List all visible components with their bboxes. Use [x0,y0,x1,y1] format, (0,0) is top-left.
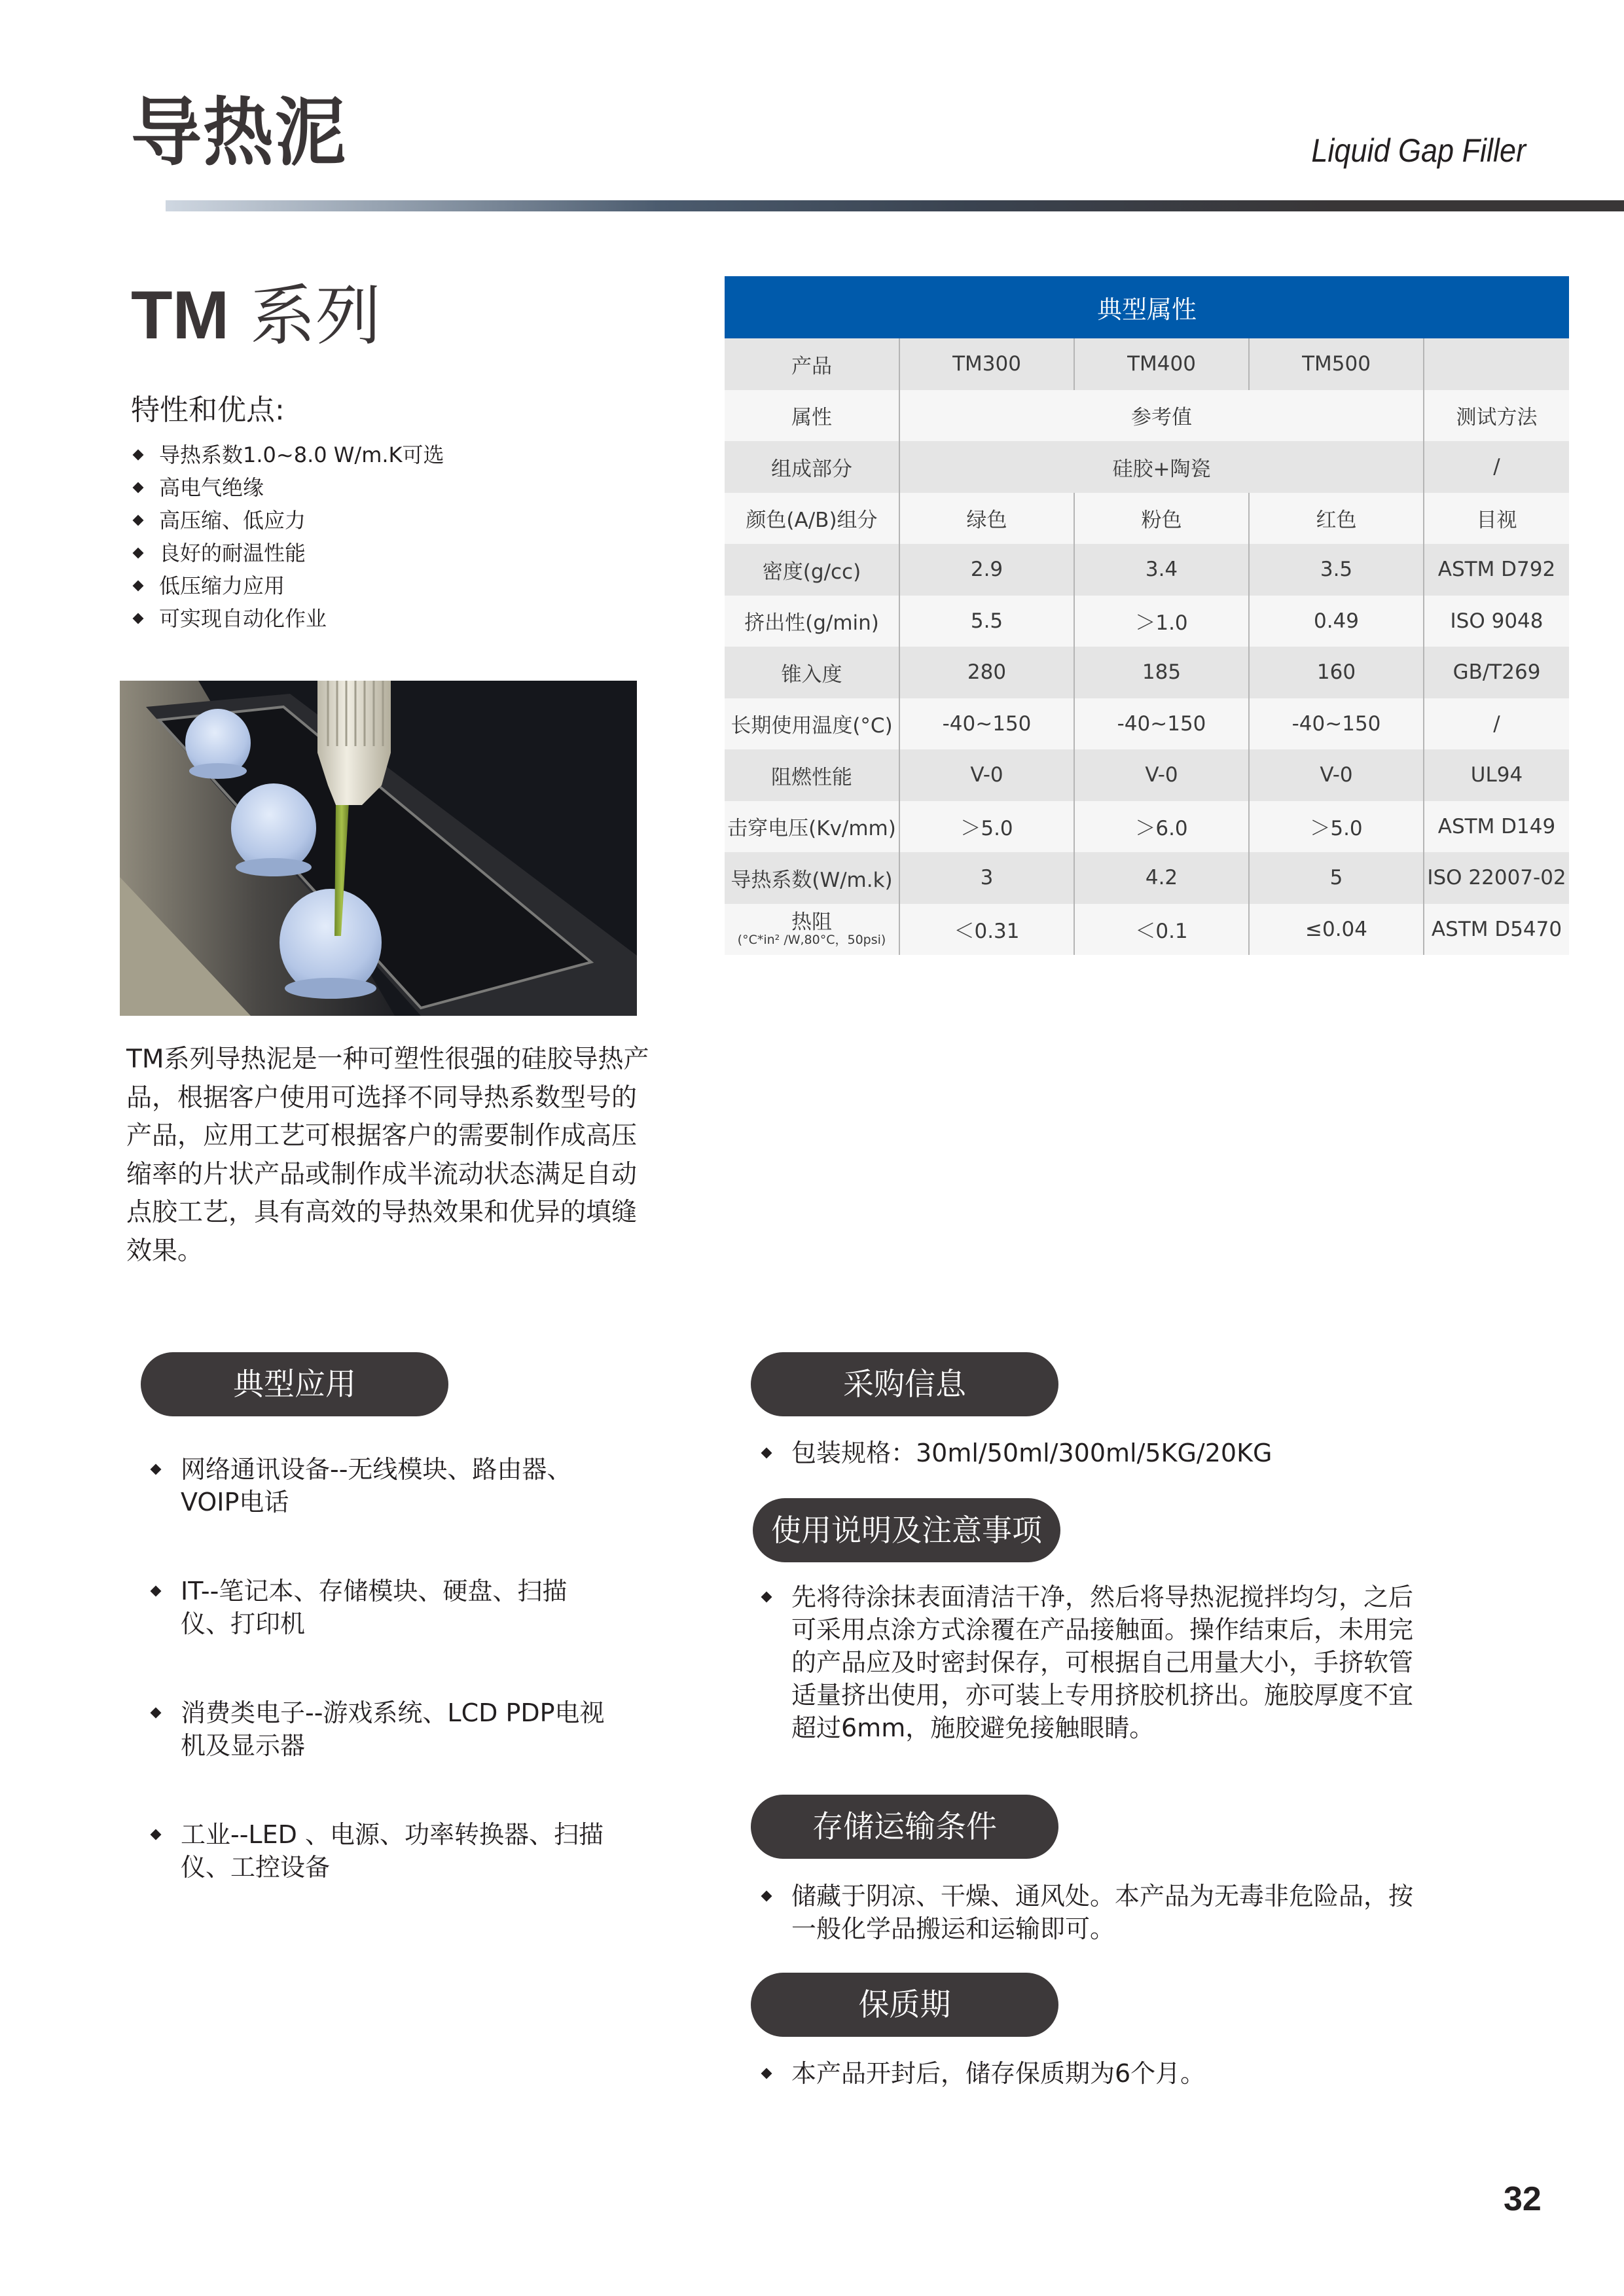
diamond-bullet-icon [151,1829,162,1840]
feature-item: 良好的耐温性能 [134,537,444,569]
diamond-bullet-icon [133,482,144,493]
diamond-bullet-icon [761,1448,772,1459]
series-name-cn: 系列 [229,278,381,354]
feature-item: 可实现自动化作业 [134,602,444,635]
storage-item: 储藏于阴凉、干燥、通风处。本产品为无毒非危险品，按一般化学品搬运和运输即可。 [763,1880,1437,1945]
feature-item: 导热系数1.0~8.0 W/m.K可选 [134,439,444,471]
diamond-bullet-icon [151,1464,162,1475]
product-photo [120,681,637,1016]
diamond-bullet-icon [133,548,144,559]
storage-heading: 存储运输条件 [751,1795,1058,1859]
diamond-bullet-icon [151,1586,162,1597]
application-item: 工业--LED 、电源、功率转换器、扫描仪、工控设备 [152,1818,610,1884]
table-row: 导热系数(W/m.k) 3 4.2 5 ISO 22007-02 [725,852,1569,904]
page-title: 导热泥 [131,90,348,177]
diamond-bullet-icon [133,515,144,526]
diamond-bullet-icon [133,581,144,592]
feature-item: 高压缩、低应力 [134,504,444,537]
table-row-attribute: 属性 参考值 测试方法 [725,390,1569,442]
purchase-heading: 采购信息 [751,1352,1058,1416]
title-gradient-bar [166,200,1624,211]
diamond-bullet-icon [761,2068,772,2079]
application-item: IT--笔记本、存储模块、硬盘、扫描仪、打印机 [152,1575,610,1640]
diamond-bullet-icon [761,1592,772,1603]
application-item: 消费类电子--游戏系统、LCD PDP电视机及显示器 [152,1696,610,1762]
table-row: 击穿电压(Kv/mm) ＞5.0 ＞6.0 ＞5.0 ASTM D149 [725,801,1569,853]
purchase-list [763,1437,1483,1469]
shelf-life-heading: 保质期 [751,1973,1058,2037]
product-description: TM系列导热泥是一种可塑性很强的硅胶导热产品，根据客户使用可选择不同导热系数型号的产品，应用工艺可根据客户的需要制作成高压缩率的片状产品或制作成半流动状态满足自动点胶工艺，具有高效的导热效果和优异的填缝效果。 [126,1045,649,1266]
shelf-life-item: 本产品开封后，储存保质期为6个月。 [763,2057,1437,2090]
page-subtitle: Liquid Gap Filler [1311,132,1526,169]
table-row: 颜色(A/B)组分 绿色 粉色 红色 目视 [725,493,1569,545]
diamond-bullet-icon [133,450,144,461]
feature-item: 低压缩力应用 [134,569,444,602]
usage-item: 先将待涂抹表面清洁干净，然后将导热泥搅拌均匀，之后可采用点涂方式涂覆在产品接触面。操作结束后，未用完的产品应及时密封保存，可根据自己用量大小，手挤软管适量挤出使用，亦可装上专用挤胶机挤出。施胶厚度不宜超过6mm，施胶避免接触眼睛。 [763,1581,1437,1744]
table-caption: 典型属性 [725,276,1569,338]
applications-heading: 典型应用 [141,1352,448,1416]
usage-list [763,1581,1437,1744]
features-heading: 特性和优点: [131,393,285,427]
shelf-life-list [763,2057,1437,2090]
features-list [134,439,444,635]
applications-list [152,1453,610,1884]
table-row: 热阻 (°C*in² /W,80°C，50psi) ＜0.31 ＜0.1 ≤0.04 ASTM D5470 [725,904,1569,956]
typical-properties-table [725,276,1569,955]
purchase-item: 包装规格：30ml/50ml/300ml/5KG/20KG [763,1437,1483,1469]
diamond-bullet-icon [761,1891,772,1902]
table-row-composition: 组成部分 硅胶+陶瓷 / [725,441,1569,493]
table-row: 阻燃性能 V-0 V-0 V-0 UL94 [725,749,1569,801]
storage-list [763,1880,1437,1945]
series-name-latin: TM [131,278,230,353]
product-photo-dispensing-icon [120,681,637,1016]
page-number: 32 [1504,2180,1542,2218]
table-row: 锥入度 280 185 160 GB/T269 [725,647,1569,698]
table-row: 挤出性(g/min) 5.5 ＞1.0 0.49 ISO 9048 [725,596,1569,647]
table-row-product: 产品 TM300 TM400 TM500 [725,338,1569,390]
diamond-bullet-icon [133,613,144,624]
table-row: 密度(g/cc) 2.9 3.4 3.5 ASTM D792 [725,544,1569,596]
diamond-bullet-icon [151,1708,162,1719]
application-item: 网络通讯设备--无线模块、路由器、VOIP电话 [152,1453,610,1518]
usage-heading: 使用说明及注意事项 [753,1498,1060,1562]
series-title [131,278,381,354]
feature-item: 高电气绝缘 [134,471,444,504]
table-row: 长期使用温度(°C) -40~150 -40~150 -40~150 / [725,698,1569,750]
